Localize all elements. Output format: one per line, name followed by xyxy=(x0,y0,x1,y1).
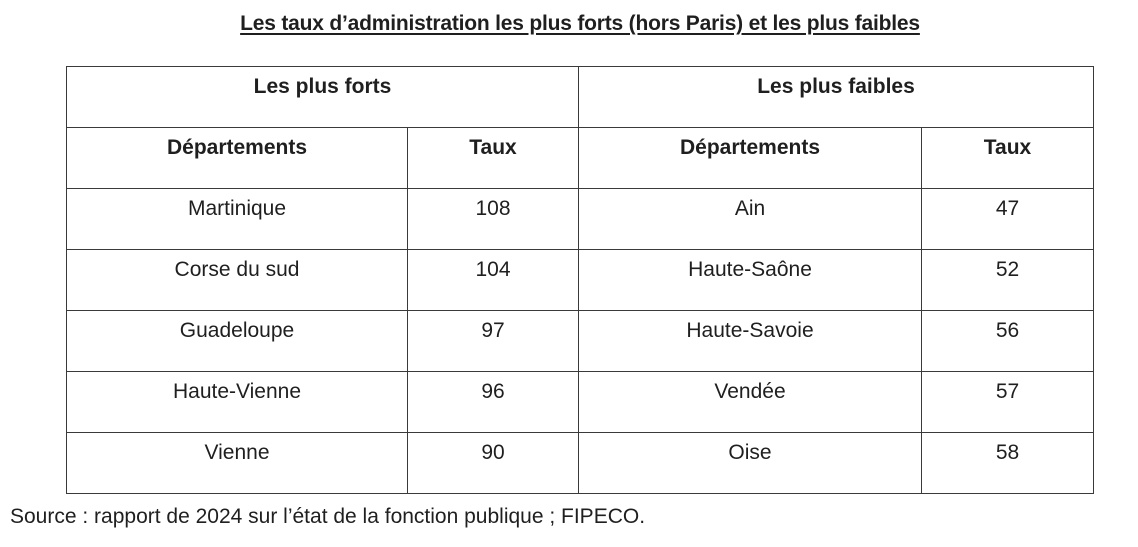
cell-value: 58 xyxy=(995,441,1020,464)
department-low-cell xyxy=(579,311,922,372)
column-header-label: Départements xyxy=(679,136,821,159)
column-header-label: Taux xyxy=(469,136,517,159)
cell-value: Vienne xyxy=(204,441,270,464)
rate-low-cell xyxy=(922,250,1094,311)
rate-high-cell xyxy=(408,372,579,433)
column-header-label: Départements xyxy=(166,136,308,159)
cell-value: 90 xyxy=(481,441,505,464)
cell-value: 97 xyxy=(481,319,505,342)
cell-value: Haute-Savoie xyxy=(686,319,814,342)
column-header-departments-low xyxy=(579,128,922,189)
department-high-cell xyxy=(67,250,408,311)
group-header-highest xyxy=(67,67,579,128)
department-low-cell xyxy=(579,372,922,433)
column-header-rate-high xyxy=(408,128,579,189)
rate-low-cell xyxy=(922,372,1094,433)
rate-high-cell xyxy=(408,433,579,494)
rate-high-cell xyxy=(408,250,579,311)
department-low-cell xyxy=(579,433,922,494)
department-high-cell xyxy=(67,372,408,433)
table-row xyxy=(67,311,1094,372)
column-header-label: Taux xyxy=(983,136,1032,159)
table-row xyxy=(67,189,1094,250)
department-high-cell xyxy=(67,433,408,494)
rates-table xyxy=(66,66,1094,494)
column-header-departments-high xyxy=(67,128,408,189)
department-low-cell xyxy=(579,250,922,311)
group-header-row xyxy=(67,67,1094,128)
page-title: Les taux d’administration les plus forts (hors Paris) et les plus faibles xyxy=(240,12,920,35)
group-header-label: Les plus faibles xyxy=(757,75,915,98)
cell-value: Vendée xyxy=(714,380,786,403)
cell-value: 52 xyxy=(995,258,1020,281)
group-header-lowest xyxy=(579,67,1094,128)
department-high-cell xyxy=(67,189,408,250)
cell-value: 56 xyxy=(995,319,1020,342)
column-header-rate-low xyxy=(922,128,1094,189)
cell-value: Oise xyxy=(728,441,772,464)
cell-value: Ain xyxy=(734,197,766,220)
table-row xyxy=(67,250,1094,311)
table-row xyxy=(67,372,1094,433)
cell-value: Haute-Saône xyxy=(688,258,812,281)
department-high-cell xyxy=(67,311,408,372)
rate-high-cell xyxy=(408,189,579,250)
cell-value: 57 xyxy=(995,380,1020,403)
cell-value: Haute-Vienne xyxy=(172,380,302,403)
cell-value: Guadeloupe xyxy=(179,319,295,342)
rate-high-cell xyxy=(408,311,579,372)
column-header-row xyxy=(67,128,1094,189)
group-header-label: Les plus forts xyxy=(253,75,392,98)
rate-low-cell xyxy=(922,189,1094,250)
cell-value: 96 xyxy=(481,380,505,403)
source-note: Source : rapport de 2024 sur l’état de la fonction publique ; FIPECO. xyxy=(10,505,646,528)
table-row xyxy=(67,433,1094,494)
rate-low-cell xyxy=(922,311,1094,372)
cell-value: Martinique xyxy=(187,197,287,220)
cell-value: 104 xyxy=(475,258,511,281)
department-low-cell xyxy=(579,189,922,250)
cell-value: 108 xyxy=(475,197,511,220)
rate-low-cell xyxy=(922,433,1094,494)
cell-value: Corse du sud xyxy=(174,258,300,281)
cell-value: 47 xyxy=(995,197,1020,220)
